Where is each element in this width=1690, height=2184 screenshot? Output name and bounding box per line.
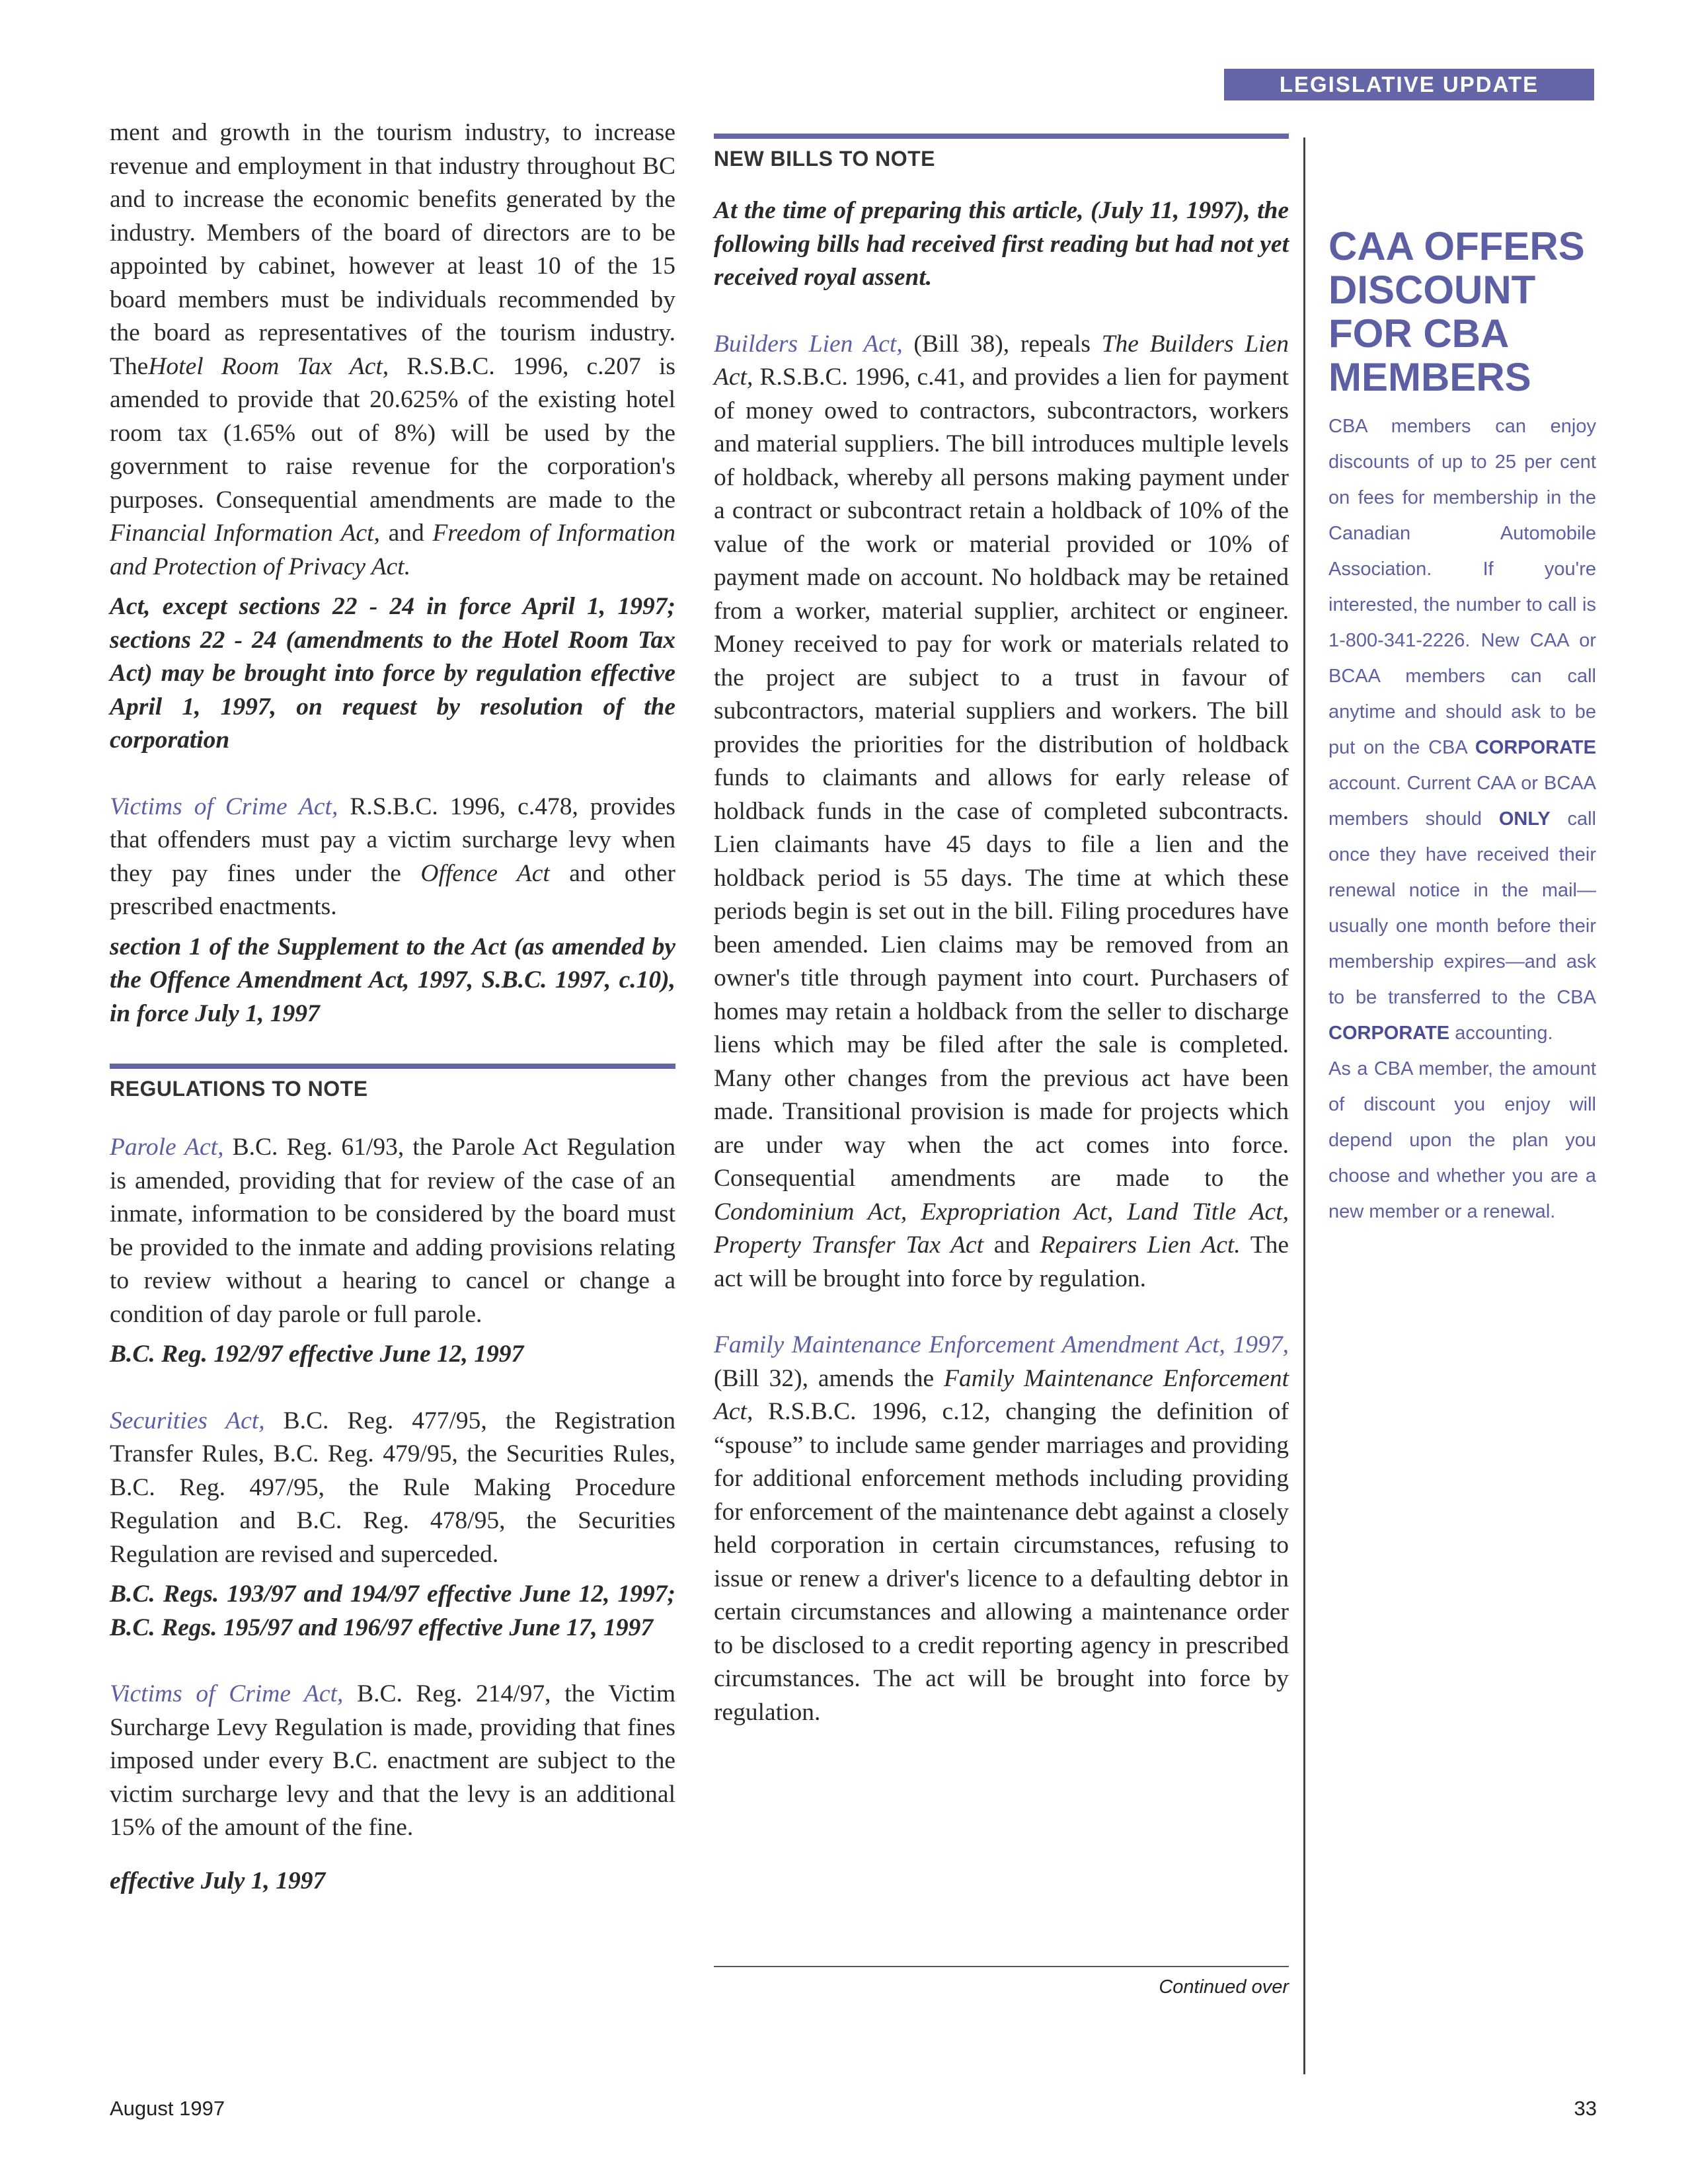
victims-regulation-paragraph: Victims of Crime Act, B.C. Reg. 214/97, the Victim Surcharge Levy Regulation is made, providing that fines imposed under every B.C. enactment are subject to the victim surcharge levy and that the levy is an additional 15% of the amount of the fine. xyxy=(110,1680,675,1841)
bills-heading: NEW BILLS TO NOTE xyxy=(714,134,1289,175)
regulations-heading: REGULATIONS TO NOTE xyxy=(110,1064,675,1105)
securities-paragraph: Securities Act, B.C. Reg. 477/95, the Registration Transfer Rules, B.C. Reg. 479/95, the Securities Rules, B.C. Reg. 497/95, the Rule Making Procedure Regulation and B.C. Reg. 478/95, the Securities Regulation are revised and superceded. xyxy=(110,1407,675,1568)
intro-paragraph: ment and growth in the tourism industry, to increase revenue and employment in that industry throughout BC and to increase the economic benefits generated by the industry. Members of the board of directors are to be appointed by cabinet, however at least 10 of the 15 board members must be individuals recommended by the board as representatives of the tourism industry. TheHotel Room Tax Act, R.S.B.C. 1996, c.207 is amended to provide that 20.625% of the existing hotel room tax (1.65% out of 8%) will be used by the government to raise revenue for the corporation's purposes. Consequential amendments are made to the Financial Information Act, and Freedom of Information and Protection of Privacy Act. xyxy=(110,119,675,580)
parole-paragraph: Parole Act, B.C. Reg. 61/93, the Parole Act Regulation is amended, providing that for review of the case of an inmate, information to be considered by the board must be provided to the inmate and adding provisions relating to review without a hearing to cancel or change a condition of day parole or full parole. xyxy=(110,1134,675,1328)
hotel-room-tax-act: Hotel Room Tax Act, xyxy=(148,352,389,380)
family-maintenance-title: Family Maintenance Enforcement Amendment Act, 1997, xyxy=(714,1331,1289,1358)
builders-lien-title: Builders Lien Act, xyxy=(714,330,903,358)
intro-effective: Act, except sections 22 - 24 in force April 1, 1997; sections 22 - 24 (amendments to the Hotel Room Tax Act) may be brought into force by regulation effective April 1, 1997, on request by resolution of the corporation xyxy=(110,593,675,754)
victims-effective: section 1 of the Supplement to the Act (as amended by the Offence Amendment Act, 1997, S.B.C. 1997, c.10), in force July 1, 1997 xyxy=(110,933,675,1027)
securities-effective: B.C. Regs. 193/97 and 194/97 effective June 12, 1997; B.C. Regs. 195/97 and 196/97 effective June 17, 1997 xyxy=(110,1580,675,1641)
sidebar-caa-offer xyxy=(1328,225,1596,1229)
column-divider xyxy=(1303,137,1305,2074)
family-maintenance-paragraph: Family Maintenance Enforcement Amendment Act, 1997, (Bill 32), amends the Family Maintenance Enforcement Act, R.S.B.C. 1996, c.12, changing the definition of “spouse” to include same gender marriages and providing for additional enforcement methods including providing for enforcement of the maintenance debt against a closely held corporation in certain circumstances, refusing to issue or renew a driver's licence to a defaulting debtor in certain circumstances and allowing a maintenance order to be disclosed to a credit reporting agency in prescribed circumstances. The act will be brought into force by regulation. xyxy=(714,1331,1289,1726)
continued-rule xyxy=(714,1966,1289,1967)
victims-regulation-title: Victims of Crime Act, xyxy=(110,1680,344,1707)
parole-title: Parole Act, xyxy=(110,1134,224,1161)
sidebar-paragraph-1: CBA members can enjoy discounts of up to 25 per cent on fees for membership in the Canadian Automobile Association. If you're interested, the number to call is 1-800-341-2226. New CAA or BCAA members can call anytime and should ask to be put on the CBA CORPORATE account. Current CAA or BCAA members should ONLY call once they have received their renewal notice in the mail—usually one month before their membership expires—and ask to be transferred to the CBA CORPORATE accounting. xyxy=(1328,416,1596,1044)
column-middle xyxy=(714,134,1289,1729)
column-left xyxy=(110,116,675,1898)
victims-of-crime-title: Victims of Crime Act, xyxy=(110,793,338,820)
sidebar-paragraph-2: As a CBA member, the amount of discount you enjoy will depend upon the plan you choose and whether you are a new member or a renewal. xyxy=(1328,1058,1596,1222)
securities-title: Securities Act, xyxy=(110,1407,265,1434)
footer-date: August 1997 xyxy=(110,2097,225,2120)
bills-lead: At the time of preparing this article, (July 11, 1997), the following bills had received first reading but had not yet received royal assent. xyxy=(714,197,1289,291)
section-tag: LEGISLATIVE UPDATE xyxy=(1224,69,1594,100)
sidebar-title: CAA OFFERS DISCOUNT FOR CBA MEMBERS xyxy=(1328,224,1585,399)
victims-regulation-effective: effective July 1, 1997 xyxy=(110,1867,326,1894)
builders-lien-paragraph: Builders Lien Act, (Bill 38), repeals The Builders Lien Act, R.S.B.C. 1996, c.41, and provides a lien for payment of money owed to contractors, subcontractors, workers and material suppliers. The bill introduces multiple levels of holdback, whereby all persons making payment under a contract or subcontract retain a holdback of 10% of the value of the work or material provided or 10% of payment made on account. No holdback may be retained from a worker, material supplier, architect or engineer. Money received to pay for work or materials related to the project are subject to a trust in favour of subcontractors, material suppliers and workers. The bill provides the priorities for the distribution of holdback funds to claimants and allows for early release of holdback funds in the case of completed subcontracts. Lien claimants have 45 days to file a lien and the holdback period is 55 days. The time at which these periods begin is set out in the bill. Filing procedures have been amended. Lien claims may be removed from an owner's title through payment into court. Purchasers of homes may retain a holdback from the seller to discharge liens which may be filed after the sale is completed. Many other changes from the previous act have been made. Transitional provision is made for projects which are under way when the act comes into force. Consequential amendments are made to the Condominium Act, Expropriation Act, Land Title Act, Property Transfer Tax Act and Repairers Lien Act. The act will be brought into force by regulation. xyxy=(714,330,1289,1292)
victims-of-crime-paragraph: Victims of Crime Act, R.S.B.C. 1996, c.478, provides that offenders must pay a victim surcharge levy when they pay fines under the Offence Act and other prescribed enactments. xyxy=(110,793,675,920)
page-number: 33 xyxy=(1574,2097,1597,2120)
continued-over: Continued over xyxy=(1159,1976,1289,1998)
parole-effective: B.C. Reg. 192/97 effective June 12, 1997 xyxy=(110,1341,524,1368)
